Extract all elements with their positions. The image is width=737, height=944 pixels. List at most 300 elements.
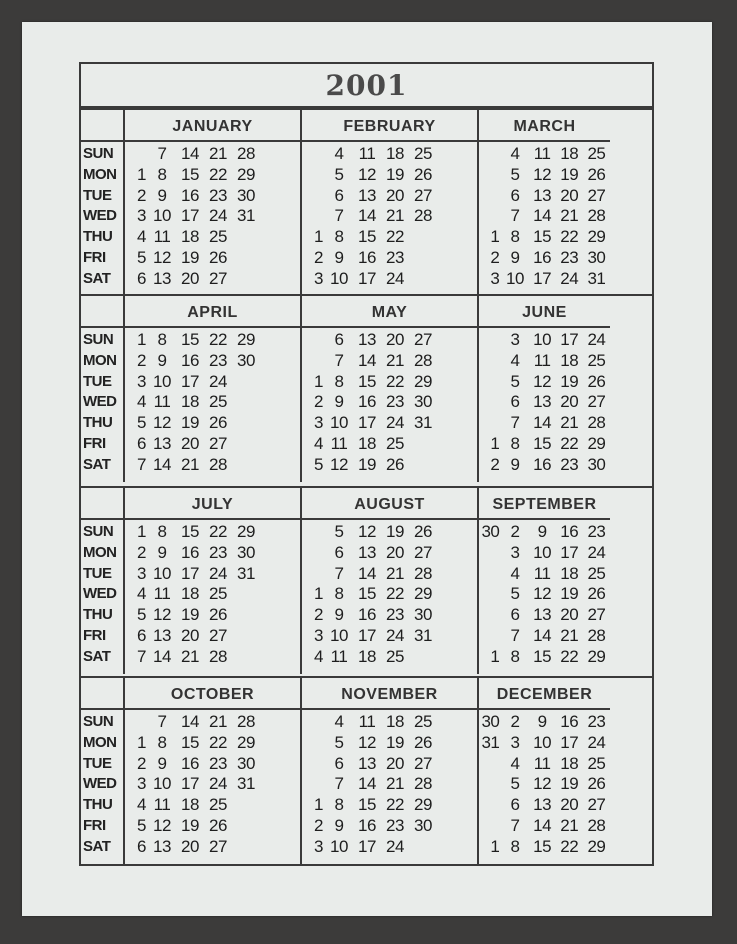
month-block: [302, 488, 479, 674]
date-cell: 29: [237, 522, 255, 541]
date-cell: 22: [560, 227, 579, 247]
date-cell: 28: [209, 454, 227, 474]
weekday-row: [479, 186, 610, 207]
date-cell: 3: [314, 413, 323, 433]
weekday-row: [479, 774, 610, 795]
date-cell: 24: [209, 774, 227, 794]
date-cell: 9: [334, 605, 344, 625]
date-cell: 22: [209, 164, 227, 184]
date-cell: 27: [414, 185, 432, 205]
date-cell: 10: [153, 371, 171, 391]
date-cell: [232, 837, 260, 858]
weekday-label: FRI: [83, 248, 106, 266]
date-cell: [232, 605, 260, 626]
date-cell: 31: [481, 732, 500, 752]
date-cell: 16: [560, 712, 579, 731]
date-cell: 12: [153, 605, 171, 625]
month-name: FEBRUARY: [302, 110, 477, 142]
corner-cell: [81, 488, 123, 520]
date-cell: [302, 144, 325, 165]
date-cell: 21: [386, 350, 404, 370]
date-cell: 2: [490, 247, 500, 267]
date-cell: 27: [414, 542, 432, 562]
calendar-card: [22, 22, 712, 916]
date-cell: 31: [237, 563, 255, 583]
date-cell: 10: [330, 836, 348, 856]
date-cell: [479, 564, 501, 585]
date-cell: 13: [153, 268, 171, 288]
date-cell: 29: [587, 433, 606, 453]
date-cell: 8: [157, 732, 167, 752]
date-cell: 24: [560, 268, 579, 288]
date-cell: [479, 144, 501, 165]
weekday-row: [479, 733, 610, 754]
date-cell: 13: [533, 392, 552, 412]
date-cell: 26: [209, 815, 227, 835]
date-cell: 8: [510, 227, 520, 247]
quarter-row: [81, 108, 652, 296]
date-cell: 19: [181, 605, 199, 625]
date-cell: 26: [587, 164, 606, 184]
weekday-label: THU: [83, 228, 113, 246]
date-cell: 4: [314, 433, 323, 453]
date-cell: 19: [181, 413, 199, 433]
month-block: [302, 110, 479, 296]
date-cell: [479, 165, 501, 186]
date-cell: 9: [510, 454, 520, 474]
weekday-labels: [81, 488, 125, 674]
date-cell: 8: [510, 433, 520, 453]
date-cell: 10: [533, 542, 552, 562]
date-cell: 3: [137, 563, 146, 583]
weekday-row: [302, 330, 477, 351]
date-cell: 27: [587, 795, 606, 815]
date-cell: 14: [533, 206, 552, 226]
weekday-row: [302, 795, 477, 816]
date-cell: 25: [587, 144, 606, 163]
date-cell: 8: [510, 646, 520, 666]
date-cell: 11: [153, 392, 171, 412]
date-cell: 3: [137, 371, 146, 391]
date-cell: 23: [209, 753, 227, 773]
date-cell: 18: [181, 227, 199, 247]
date-cell: 1: [314, 795, 323, 815]
weekday-label: FRI: [83, 626, 106, 644]
month-grid: [479, 328, 610, 476]
date-cell: 16: [181, 185, 199, 205]
weekday-label: TUE: [83, 372, 112, 390]
date-cell: 1: [314, 371, 323, 391]
date-cell: [302, 330, 325, 351]
date-cell: [409, 248, 437, 269]
date-cell: 6: [334, 330, 344, 349]
date-cell: 18: [181, 584, 199, 604]
weekday-row: [125, 754, 300, 775]
date-cell: 21: [181, 646, 199, 666]
date-cell: 25: [209, 795, 227, 815]
date-cell: 21: [560, 625, 579, 645]
date-cell: 12: [533, 584, 552, 604]
date-cell: 24: [386, 413, 404, 433]
month-name: MAY: [302, 296, 477, 328]
date-cell: 8: [334, 795, 344, 815]
date-cell: 11: [153, 584, 171, 604]
date-cell: 12: [153, 413, 171, 433]
date-cell: 29: [414, 584, 432, 604]
date-cell: [302, 543, 325, 564]
date-cell: 5: [510, 164, 520, 184]
date-cell: 23: [209, 185, 227, 205]
date-cell: 17: [560, 732, 579, 752]
date-cell: 2: [137, 753, 146, 773]
weekday-row: [479, 584, 610, 605]
month-block: [125, 296, 302, 482]
date-cell: 9: [537, 712, 547, 731]
date-cell: 9: [157, 753, 167, 773]
date-cell: 12: [358, 164, 376, 184]
date-cell: [479, 206, 501, 227]
date-cell: 10: [330, 625, 348, 645]
date-cell: 16: [533, 454, 552, 474]
date-cell: 26: [414, 522, 432, 541]
weekday-row: [302, 392, 477, 413]
weekday-row: [302, 144, 477, 165]
date-cell: 23: [386, 247, 404, 267]
weekday-row: [302, 248, 477, 269]
weekday-row: [302, 837, 477, 858]
weekday-row: [125, 795, 300, 816]
date-cell: 7: [334, 206, 344, 226]
date-cell: 4: [334, 144, 344, 163]
date-cell: 3: [314, 268, 323, 288]
date-cell: 2: [490, 454, 500, 474]
weekday-row: [479, 837, 610, 858]
date-cell: 7: [157, 144, 167, 163]
weekday-row: [479, 543, 610, 564]
weekday-row: [479, 564, 610, 585]
date-cell: 10: [533, 330, 552, 349]
weekday-row: [302, 564, 477, 585]
date-cell: 20: [560, 392, 579, 412]
date-cell: [232, 647, 260, 668]
date-cell: 15: [358, 227, 376, 247]
date-cell: 22: [386, 584, 404, 604]
date-cell: 30: [237, 350, 255, 370]
date-cell: 20: [386, 330, 404, 349]
corner-cell: [81, 296, 123, 328]
date-cell: 19: [181, 247, 199, 267]
weekday-label: FRI: [83, 816, 106, 834]
date-cell: 27: [587, 392, 606, 412]
date-cell: 15: [181, 330, 199, 349]
corner-cell: [81, 110, 123, 142]
date-cell: [409, 227, 437, 248]
month-grid: [125, 520, 300, 668]
weekday-label: TUE: [83, 186, 112, 204]
date-cell: 20: [560, 605, 579, 625]
date-cell: 17: [358, 268, 376, 288]
date-cell: 28: [587, 413, 606, 433]
date-cell: 13: [533, 605, 552, 625]
date-cell: 24: [386, 625, 404, 645]
date-cell: [232, 269, 260, 290]
weekday-labels: [81, 678, 125, 864]
date-cell: 7: [510, 413, 520, 433]
date-cell: 15: [358, 795, 376, 815]
date-cell: 8: [334, 584, 344, 604]
date-cell: 28: [237, 144, 255, 163]
date-cell: 15: [181, 522, 199, 541]
date-cell: 20: [181, 836, 199, 856]
date-cell: 15: [358, 371, 376, 391]
month-grid: [125, 710, 300, 858]
date-cell: [479, 754, 501, 775]
date-cell: 27: [587, 185, 606, 205]
date-cell: 19: [181, 815, 199, 835]
weekday-row: [125, 605, 300, 626]
weekday-row: [125, 372, 300, 393]
weekday-row: [479, 269, 610, 290]
date-cell: 25: [587, 753, 606, 773]
month-grid: [125, 328, 300, 476]
weekday-row: [479, 330, 610, 351]
date-cell: 18: [560, 144, 579, 163]
weekday-row: [125, 837, 300, 858]
date-cell: 15: [533, 646, 552, 666]
date-cell: 17: [181, 774, 199, 794]
weekday-row: [125, 186, 300, 207]
weekday-row: [125, 543, 300, 564]
date-cell: 24: [587, 542, 606, 562]
weekday-row: [479, 455, 610, 476]
month-grid: [125, 142, 300, 290]
date-cell: 16: [358, 247, 376, 267]
date-cell: 6: [510, 392, 520, 412]
date-cell: 30: [587, 454, 606, 474]
date-cell: 12: [358, 522, 376, 541]
weekday-row: [479, 434, 610, 455]
date-cell: 11: [358, 144, 376, 163]
date-cell: [302, 754, 325, 775]
date-cell: 15: [358, 584, 376, 604]
date-cell: 12: [153, 247, 171, 267]
date-cell: 20: [181, 625, 199, 645]
weekday-row: [125, 816, 300, 837]
date-cell: 26: [386, 454, 404, 474]
date-cell: [479, 543, 501, 564]
weekday-row: [125, 455, 300, 476]
date-cell: 27: [209, 836, 227, 856]
date-cell: 30: [587, 247, 606, 267]
month-block: [479, 296, 610, 482]
date-cell: 18: [560, 350, 579, 370]
quarter-row: [81, 486, 652, 674]
date-cell: 5: [510, 774, 520, 794]
date-cell: 26: [414, 732, 432, 752]
date-cell: 21: [560, 206, 579, 226]
date-cell: 14: [153, 454, 171, 474]
date-cell: 4: [137, 227, 146, 247]
date-cell: 14: [358, 563, 376, 583]
date-cell: 23: [209, 542, 227, 562]
date-cell: 20: [560, 185, 579, 205]
date-cell: [302, 522, 325, 543]
weekday-label: MON: [83, 543, 117, 561]
weekday-row: [302, 522, 477, 543]
date-cell: 9: [510, 247, 520, 267]
date-cell: [302, 564, 325, 585]
month-name: JANUARY: [125, 110, 300, 142]
date-cell: 12: [533, 164, 552, 184]
date-cell: 16: [181, 542, 199, 562]
month-grid: [302, 520, 477, 668]
date-cell: 30: [414, 392, 432, 412]
date-cell: 13: [358, 542, 376, 562]
date-cell: 30: [481, 522, 500, 541]
date-cell: 13: [358, 330, 376, 349]
weekday-row: [479, 754, 610, 775]
date-cell: 6: [334, 185, 344, 205]
month-name: NOVEMBER: [302, 678, 477, 710]
date-cell: 21: [560, 413, 579, 433]
date-cell: [479, 186, 501, 207]
date-cell: [232, 626, 260, 647]
weekday-row: [302, 227, 477, 248]
date-cell: 21: [386, 774, 404, 794]
date-cell: 4: [314, 646, 323, 666]
weekday-row: [479, 413, 610, 434]
date-cell: 12: [153, 815, 171, 835]
date-cell: 22: [560, 433, 579, 453]
date-cell: 26: [209, 413, 227, 433]
date-cell: 7: [334, 563, 344, 583]
date-cell: 26: [587, 774, 606, 794]
month-grid: [302, 328, 477, 476]
date-cell: 7: [157, 712, 167, 731]
date-cell: 10: [153, 563, 171, 583]
date-cell: 11: [330, 646, 348, 666]
date-cell: 18: [358, 433, 376, 453]
date-cell: 12: [533, 774, 552, 794]
date-cell: [302, 351, 325, 372]
date-cell: 5: [137, 605, 146, 625]
date-cell: 4: [510, 563, 520, 583]
date-cell: 24: [587, 330, 606, 349]
date-cell: 19: [386, 164, 404, 184]
date-cell: 18: [386, 144, 404, 163]
date-cell: 25: [209, 584, 227, 604]
weekday-row: [125, 330, 300, 351]
date-cell: 18: [181, 392, 199, 412]
date-cell: 9: [537, 522, 547, 541]
date-cell: 24: [386, 268, 404, 288]
weekday-row: [302, 774, 477, 795]
date-cell: 25: [209, 227, 227, 247]
date-cell: 24: [209, 206, 227, 226]
date-cell: 25: [386, 433, 404, 453]
month-block: [302, 296, 479, 482]
date-cell: 13: [533, 185, 552, 205]
date-cell: 11: [153, 227, 171, 247]
date-cell: 30: [414, 815, 432, 835]
date-cell: 17: [560, 542, 579, 562]
weekday-row: [125, 227, 300, 248]
date-cell: 6: [510, 605, 520, 625]
quarter-row: [81, 294, 652, 482]
date-cell: 2: [314, 392, 323, 412]
date-cell: 7: [510, 815, 520, 835]
weekday-row: [125, 584, 300, 605]
date-cell: [232, 816, 260, 837]
quarter-row: [81, 676, 652, 864]
date-cell: 11: [153, 795, 171, 815]
date-cell: 29: [587, 646, 606, 666]
date-cell: 1: [137, 522, 146, 541]
date-cell: 29: [237, 164, 255, 184]
date-cell: 17: [181, 371, 199, 391]
date-cell: 17: [358, 413, 376, 433]
date-cell: [479, 605, 501, 626]
date-cell: 4: [137, 392, 146, 412]
weekday-row: [479, 626, 610, 647]
date-cell: [479, 413, 501, 434]
month-block: [302, 678, 479, 864]
month-block: [125, 110, 302, 296]
date-cell: 29: [587, 227, 606, 247]
weekday-row: [479, 816, 610, 837]
date-cell: 4: [510, 350, 520, 370]
month-name: JUNE: [479, 296, 610, 328]
year-title: 2001: [81, 64, 652, 108]
date-cell: 20: [386, 753, 404, 773]
weekday-row: [125, 413, 300, 434]
month-name: DECEMBER: [479, 678, 610, 710]
date-cell: 1: [490, 433, 500, 453]
weekday-row: [125, 626, 300, 647]
date-cell: 23: [386, 392, 404, 412]
date-cell: 2: [137, 185, 146, 205]
date-cell: [125, 712, 148, 733]
date-cell: 20: [386, 542, 404, 562]
date-cell: 28: [414, 774, 432, 794]
date-cell: [409, 455, 437, 476]
date-cell: 14: [533, 815, 552, 835]
date-cell: [232, 434, 260, 455]
date-cell: 25: [587, 563, 606, 583]
date-cell: 5: [334, 522, 344, 541]
date-cell: 27: [587, 605, 606, 625]
month-grid: [302, 142, 477, 290]
corner-cell: [81, 678, 123, 710]
weekday-row: [125, 564, 300, 585]
weekday-row: [125, 733, 300, 754]
date-cell: 6: [334, 753, 344, 773]
date-cell: 23: [386, 815, 404, 835]
date-cell: 9: [334, 392, 344, 412]
date-cell: [232, 455, 260, 476]
weekday-label: THU: [83, 606, 113, 624]
date-cell: [232, 584, 260, 605]
date-cell: 11: [358, 712, 376, 731]
date-cell: [232, 372, 260, 393]
date-cell: 16: [181, 350, 199, 370]
date-cell: 10: [330, 268, 348, 288]
date-cell: 18: [181, 795, 199, 815]
weekday-label: TUE: [83, 564, 112, 582]
date-cell: 12: [358, 732, 376, 752]
date-cell: [302, 733, 325, 754]
date-cell: 29: [414, 371, 432, 391]
